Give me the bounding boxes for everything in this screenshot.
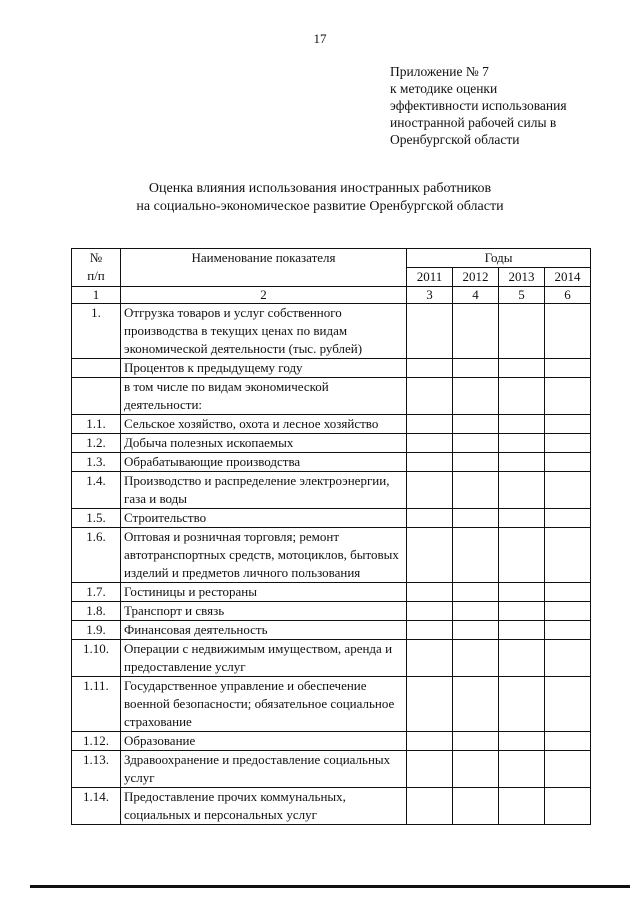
year-value-cell: [499, 304, 545, 359]
year-value-cell: [545, 621, 591, 640]
year-value-cell: [407, 621, 453, 640]
year-value-cell: [499, 677, 545, 732]
table-row: [72, 509, 591, 528]
year-value-cell: [545, 788, 591, 825]
year-value-cell: [407, 415, 453, 434]
header-number-label: п/п: [87, 268, 105, 283]
row-indicator-name: Сельское хозяйство, охота и лесное хозяйство: [121, 415, 407, 434]
year-value-cell: [407, 528, 453, 583]
table-row: [72, 359, 591, 378]
appendix-block: [390, 63, 567, 148]
row-indicator-name: Производство и распределение электроэнергии, газа и воды: [121, 472, 407, 509]
year-value-cell: [407, 378, 453, 415]
appendix-line: к методике оценки: [390, 81, 498, 96]
row-indicator-name: Транспорт и связь: [121, 602, 407, 621]
row-indicator-name: Образование: [121, 732, 407, 751]
year-value-cell: [499, 453, 545, 472]
row-number: 1.13.: [72, 751, 121, 788]
year-value-cell: [453, 453, 499, 472]
header-number: [72, 249, 121, 287]
year-value-cell: [499, 788, 545, 825]
year-value-cell: [545, 415, 591, 434]
year-value-cell: [499, 640, 545, 677]
column-number: 3: [407, 287, 453, 304]
table-row: [72, 677, 591, 732]
appendix-line: Приложение № 7: [390, 64, 489, 79]
year-value-cell: [453, 621, 499, 640]
column-number: 1: [72, 287, 121, 304]
year-value-cell: [499, 621, 545, 640]
year-value-cell: [453, 378, 499, 415]
appendix-line: иностранной рабочей силы в: [390, 115, 557, 130]
table-row: [72, 640, 591, 677]
row-indicator-name: Отгрузка товаров и услуг собственного производства в текущих ценах по видам экономической деятельности (тыс. рублей): [121, 304, 407, 359]
header-year-2011: 2011: [407, 268, 453, 287]
column-number: 2: [121, 287, 407, 304]
row-number: 1.8.: [72, 602, 121, 621]
row-number: 1.5.: [72, 509, 121, 528]
year-value-cell: [453, 583, 499, 602]
row-number: 1.7.: [72, 583, 121, 602]
row-indicator-name: Процентов к предыдущему году: [121, 359, 407, 378]
year-value-cell: [499, 732, 545, 751]
header-year-2013: 2013: [499, 268, 545, 287]
table-row: [72, 751, 591, 788]
row-number: 1.: [72, 304, 121, 359]
row-indicator-name: Оптовая и розничная торговля; ремонт автотранспортных средств, мотоциклов, бытовых изделий и предметов личного пользования: [121, 528, 407, 583]
row-number: 1.9.: [72, 621, 121, 640]
year-value-cell: [499, 602, 545, 621]
row-indicator-name: Строительство: [121, 509, 407, 528]
row-number: 1.1.: [72, 415, 121, 434]
year-value-cell: [545, 583, 591, 602]
row-number: [72, 378, 121, 415]
year-value-cell: [407, 453, 453, 472]
row-number: 1.4.: [72, 472, 121, 509]
document-title: [0, 180, 640, 216]
year-value-cell: [407, 640, 453, 677]
year-value-cell: [499, 378, 545, 415]
appendix-line: эффективности использования: [390, 98, 567, 113]
year-value-cell: [407, 732, 453, 751]
row-indicator-name: Государственное управление и обеспечение военной безопасности; обязательное социальное страхование: [121, 677, 407, 732]
table-row: [72, 472, 591, 509]
year-value-cell: [499, 415, 545, 434]
row-indicator-name: Финансовая деятельность: [121, 621, 407, 640]
table-row: [72, 583, 591, 602]
year-value-cell: [545, 453, 591, 472]
header-year-2012: 2012: [453, 268, 499, 287]
row-number: 1.11.: [72, 677, 121, 732]
year-value-cell: [545, 677, 591, 732]
year-value-cell: [407, 434, 453, 453]
title-line-1: Оценка влияния использования иностранных работников: [148, 181, 492, 196]
row-indicator-name: Обрабатывающие производства: [121, 453, 407, 472]
year-value-cell: [545, 472, 591, 509]
year-value-cell: [407, 509, 453, 528]
table-row: [72, 378, 591, 415]
year-value-cell: [453, 528, 499, 583]
year-value-cell: [407, 583, 453, 602]
year-value-cell: [499, 583, 545, 602]
year-value-cell: [499, 509, 545, 528]
year-value-cell: [407, 304, 453, 359]
year-value-cell: [545, 751, 591, 788]
year-value-cell: [407, 677, 453, 732]
row-number: 1.12.: [72, 732, 121, 751]
page-number: 17: [313, 31, 327, 46]
table-row: [72, 434, 591, 453]
year-value-cell: [453, 751, 499, 788]
header-years: Годы: [407, 249, 591, 268]
year-value-cell: [545, 359, 591, 378]
year-value-cell: [499, 751, 545, 788]
row-indicator-name: Операции с недвижимым имуществом, аренда и предоставление услуг: [121, 640, 407, 677]
year-value-cell: [453, 732, 499, 751]
appendix-line: Оренбургской области: [390, 132, 520, 147]
year-value-cell: [407, 602, 453, 621]
table-row: [72, 621, 591, 640]
year-value-cell: [453, 602, 499, 621]
year-value-cell: [453, 304, 499, 359]
column-number: 5: [499, 287, 545, 304]
year-value-cell: [407, 788, 453, 825]
year-value-cell: [545, 602, 591, 621]
column-numbers-row: [72, 287, 591, 304]
year-value-cell: [499, 472, 545, 509]
year-value-cell: [453, 677, 499, 732]
row-indicator-name: Добыча полезных ископаемых: [121, 434, 407, 453]
year-value-cell: [545, 528, 591, 583]
table-row: [72, 732, 591, 751]
year-value-cell: [545, 378, 591, 415]
row-number: [72, 359, 121, 378]
header-number-symbol: №: [89, 250, 103, 265]
title-line-2: на социально-экономическое развитие Оренбургской области: [136, 199, 504, 214]
year-value-cell: [545, 509, 591, 528]
year-value-cell: [407, 359, 453, 378]
row-number: 1.3.: [72, 453, 121, 472]
year-value-cell: [453, 640, 499, 677]
year-value-cell: [453, 472, 499, 509]
table-row: [72, 602, 591, 621]
year-value-cell: [453, 434, 499, 453]
header-indicator-name: Наименование показателя: [121, 249, 407, 287]
year-value-cell: [407, 751, 453, 788]
year-value-cell: [453, 788, 499, 825]
year-value-cell: [545, 434, 591, 453]
table-row: [72, 415, 591, 434]
table-row: [72, 528, 591, 583]
table-row: [72, 788, 591, 825]
table-row: [72, 453, 591, 472]
year-value-cell: [453, 509, 499, 528]
year-value-cell: [499, 434, 545, 453]
row-indicator-name: Гостиницы и рестораны: [121, 583, 407, 602]
year-value-cell: [499, 359, 545, 378]
header-year-2014: 2014: [545, 268, 591, 287]
bottom-rule: [30, 885, 630, 888]
table-body: [72, 287, 591, 825]
row-number: 1.14.: [72, 788, 121, 825]
row-indicator-name: Предоставление прочих коммунальных, социальных и персональных услуг: [121, 788, 407, 825]
year-value-cell: [499, 528, 545, 583]
row-indicator-name: Здравоохранение и предоставление социальных услуг: [121, 751, 407, 788]
table-row: [72, 304, 591, 359]
row-number: 1.10.: [72, 640, 121, 677]
year-value-cell: [545, 304, 591, 359]
year-value-cell: [453, 415, 499, 434]
column-number: 4: [453, 287, 499, 304]
row-indicator-name: в том числе по видам экономической деятельности:: [121, 378, 407, 415]
column-number: 6: [545, 287, 591, 304]
year-value-cell: [407, 472, 453, 509]
year-value-cell: [545, 640, 591, 677]
year-value-cell: [545, 732, 591, 751]
row-number: 1.6.: [72, 528, 121, 583]
indicators-table: [71, 248, 591, 825]
year-value-cell: [453, 359, 499, 378]
row-number: 1.2.: [72, 434, 121, 453]
